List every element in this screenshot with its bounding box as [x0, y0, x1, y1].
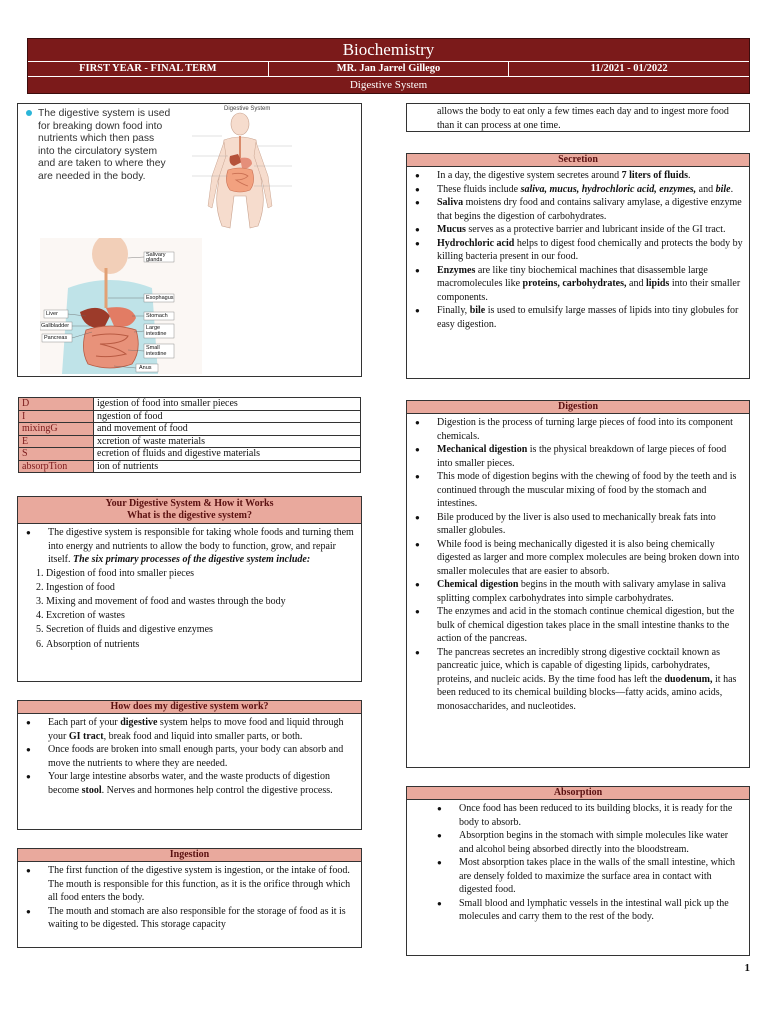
document-header	[27, 38, 750, 94]
list-item: ● Saliva moistens dry food and contains salivary amylase, a digestive enzyme that begins the digestion of carbohydrates.	[407, 196, 749, 223]
list-item: ● In a day, the digestive system secretes around 7 liters of fluids.	[407, 169, 749, 183]
list-item: 3. Mixing and movement of food and wastes through the body	[46, 595, 361, 609]
bullet-list	[18, 716, 361, 797]
list-item: 4. Excretion of wastes	[46, 609, 361, 623]
label-liver: Liver	[46, 311, 58, 317]
date-range-label: 11/2021 - 01/2022	[590, 63, 668, 74]
list-item: ● The pancreas secretes an incredibly strong digestive cocktail known as pancreatic juice, which is capable of digesting lipids, carbohydrates, proteins, and nucleic acids. By the time food has left the duodenum, it has been reduced to its chemical building blocks—fatty acids, amino acids, monosaccharides, and nucleotides.	[407, 646, 749, 714]
continued-text: allows the body to eat only a few times each day and to ingest more food than it can process at one time.	[437, 106, 729, 131]
digestion-section	[406, 400, 750, 768]
list-item: 1. Digestion of food into smaller pieces	[46, 567, 361, 581]
bullet-dot-icon	[26, 110, 32, 116]
table-row: E xcretion of waste materials	[19, 435, 361, 448]
section-heading: Secretion	[407, 154, 749, 167]
list-item: ● The enzymes and acid in the stomach continue chemical digestion, but the bulk of chemical digestion takes place in the small intestine thanks to the action of the pancreas.	[407, 605, 749, 646]
digestive-organs-diagram	[40, 238, 202, 374]
secretion-section	[406, 153, 750, 379]
intro-text: The digestive system is used for breaking down food into nutrients which then pass into the circulatory system and are taken to where they are needed in the body.	[38, 108, 171, 182]
label-small-intestine: Small intestine	[146, 345, 167, 357]
section-heading: Ingestion	[18, 849, 361, 862]
list-item: ● Mechanical digestion is the physical breakdown of large pieces of food into smaller pieces.	[407, 443, 749, 470]
label-stomach: Stomach	[146, 313, 168, 319]
bullet-list	[429, 802, 749, 924]
instructor-label: MR. Jan Jarrel Gillego	[269, 62, 510, 76]
list-item: ● Most absorption takes place in the walls of the small intestine, which are densely folded to maximize the surface area in contact with digested food.	[429, 856, 749, 897]
list-item: ● Once foods are broken into small enough parts, your body can absorb and move the nutrients to where they are needed.	[18, 743, 361, 770]
list-item: ● Your large intestine absorbs water, and the waste products of digestion become stool. Nerves and hormones help control the digestive process.	[18, 770, 361, 797]
list-item: ● Enzymes are like tiny biochemical machines that disassemble large macromolecules like proteins, carbohydrates, and lipids into their smaller components.	[407, 264, 749, 305]
list-item: ● Small blood and lymphatic vessels in the intestinal wall pick up the molecules and carry them to the rest of the body.	[429, 897, 749, 924]
list-item: ● Bile produced by the liver is also used to mechanically break fats into smaller globules.	[407, 511, 749, 538]
label-anus: Anus	[139, 365, 152, 371]
table-row: D igestion of food into smaller pieces	[19, 398, 361, 411]
list-item: ● Absorption begins in the stomach with simple molecules like water and alcohol being absorbed directly into the bloodstream.	[429, 829, 749, 856]
list-item: ● Digestion is the process of turning large pieces of food into its component chemicals.	[407, 416, 749, 443]
page-number: 1	[744, 962, 750, 974]
label-large-intestine: Large intestine	[146, 325, 167, 337]
how-does-it-work-section	[17, 700, 362, 830]
table-row: mixingG and movement of food	[19, 423, 361, 436]
bullet-list	[18, 864, 361, 932]
list-item: ● The mouth and stomach are also responsible for the storage of food as it is waiting to be digested. This storage capacity	[18, 905, 361, 932]
list-item: ● Chemical digestion begins in the mouth with salivary amylase in saliva splitting complex carbohydrates into simple carbohydrates.	[407, 578, 749, 605]
digestive-system-diagram	[172, 106, 322, 234]
list-item: ● Each part of your digestive system helps to move food and liquid through your GI tract, break food and liquid into smaller parts, or both.	[18, 716, 361, 743]
bullet-list	[18, 526, 361, 567]
bullet-list	[407, 416, 749, 713]
table-row: I ngestion of food	[19, 410, 361, 423]
bullet-list	[407, 169, 749, 331]
label-pancreas: Pancreas	[44, 335, 68, 341]
course-title: Biochemistry	[28, 39, 749, 61]
section-heading: How does my digestive system work?	[18, 701, 361, 714]
body-outline-icon	[172, 106, 322, 234]
label-esophagus: Esophagus	[146, 295, 174, 301]
digestive-organs-icon	[40, 238, 202, 374]
section-heading: Digestion	[407, 401, 749, 414]
diagram-title: Digestive System	[224, 106, 271, 112]
ingestion-section	[17, 848, 362, 948]
list-item: ● Finally, bile is used to emulsify large masses of lipids into tiny globules for easy digestion.	[407, 304, 749, 331]
intro-box	[17, 103, 362, 377]
table-row: absorpTion ion of nutrients	[19, 460, 361, 473]
list-item: ● Once food has been reduced to its building blocks, it is ready for the body to absorb.	[429, 802, 749, 829]
numbered-list	[18, 567, 361, 652]
list-item: 2. Ingestion of food	[46, 581, 361, 595]
storage-continued-box	[406, 103, 750, 132]
list-item: ● The digestive system is responsible for taking whole foods and turning them into energy and nutrients to allow the body to function, grow, and repair itself. The six primary processes of the digestive system include:	[18, 526, 361, 567]
topic-title: Digestive System	[28, 76, 749, 93]
list-item: ● This mode of digestion begins with the chewing of food by the teeth and is continued through the muscular mixing of food by the stomach and intestines.	[407, 470, 749, 511]
list-item: ● These fluids include saliva, mucus, hydrochloric acid, enzymes, and bile.	[407, 183, 749, 197]
label-gallbladder: Gallbladder	[41, 323, 70, 329]
table-row: S ecretion of fluids and digestive materials	[19, 448, 361, 461]
list-item: 5. Secretion of fluids and digestive enzymes	[46, 623, 361, 637]
list-item: ● The first function of the digestive system is ingestion, or the intake of food. The mouth is responsible for this function, as it is the orifice through which all food enters the body.	[18, 864, 361, 905]
digest-acronym-table	[18, 397, 361, 473]
intro-text-block	[22, 108, 172, 184]
how-it-works-section	[17, 496, 362, 682]
list-item: ● Mucus serves as a protective barrier and lubricant inside of the GI tract.	[407, 223, 749, 237]
list-item: ● While food is being mechanically digested it is also being chemically digested as larger and more complex molecules are being broken down into smaller molecules that are easier to absorb.	[407, 538, 749, 579]
section-heading: Absorption	[407, 787, 749, 800]
list-item: ● Hydrochloric acid helps to digest food chemically and protects the body by killing bacteria present in our food.	[407, 237, 749, 264]
label-salivary: Salivary glands	[146, 252, 166, 263]
section-heading: Your Digestive System & How it Works What is the digestive system?	[18, 497, 361, 524]
list-item: 6. Absorption of nutrients	[46, 638, 361, 652]
header-info-row	[28, 61, 749, 76]
absorption-section	[406, 786, 750, 956]
term-label: FIRST YEAR - FINAL TERM	[28, 62, 269, 76]
